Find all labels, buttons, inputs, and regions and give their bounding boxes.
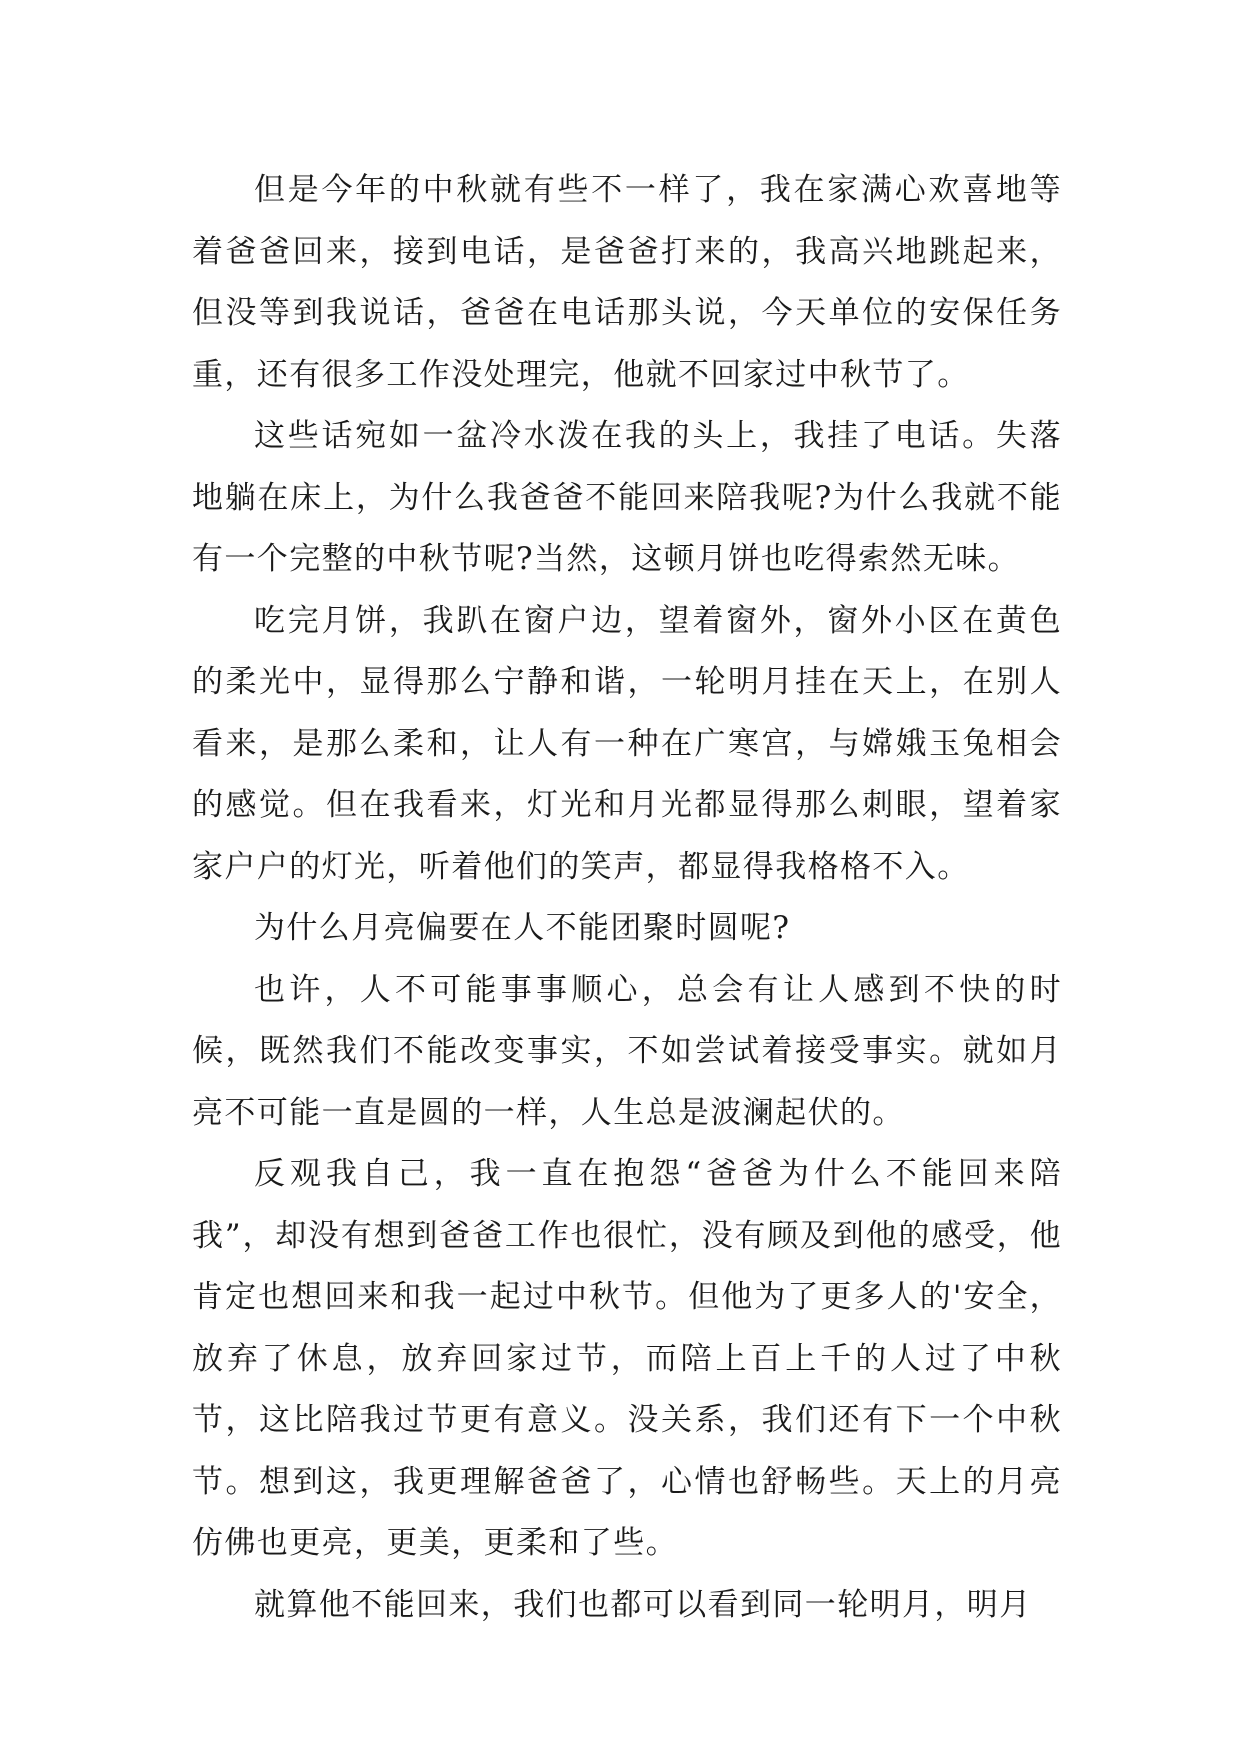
paragraph: 为什么月亮偏要在人不能团聚时圆呢?: [254, 910, 791, 946]
paragraph: 这些话宛如一盆冷水泼在我的头上，我挂了电话。失落地躺在床上，为什么我爸爸不能回来陪我呢?为什么我就不能有一个完整的中秋节呢?当然，这顿月饼也吃得索然无味。: [192, 418, 1062, 577]
paragraph: 就算他不能回来，我们也都可以看到同一轮明月，明月: [254, 1586, 1032, 1623]
paragraph: 也许，人不可能事事顺心，总会有让人感到不快的时候，既然我们不能改变事实，不如尝试着接受事实。就如月亮不可能一直是圆的一样，人生总是波澜起伏的。: [192, 971, 1062, 1131]
paragraph: 吃完月饼，我趴在窗户边，望着窗外，窗外小区在黄色的柔光中，显得那么宁静和谐，一轮明月挂在天上，在别人看来，是那么柔和，让人有一种在广寒宫，与嫦娥玉兔相会的感觉。但在我看来，灯光和月光都显得那么刺眼，望着家家户户的灯光，听着他们的笑声，都显得我格格不入。: [192, 602, 1062, 885]
paragraph: 但是今年的中秋就有些不一样了，我在家满心欢喜地等着爸爸回来，接到电话，是爸爸打来的，我高兴地跳起来，但没等到我说话，爸爸在电话那头说，今天单位的安保任务重，还有很多工作没处理完，他就不回家过中秋节了。: [192, 172, 1062, 393]
paragraph: 反观我自己，我一直在抱怨“爸爸为什么不能回来陪我”，却没有想到爸爸工作也很忙，没有顾及到他的感受，他肯定也想回来和我一起过中秋节。但他为了更多人的'安全，放弃了休息，放弃回家过节，而陪上百上千的人过了中秋节，这比陪我过节更有意义。没关系，我们还有下一个中秋节。想到这，我更理解爸爸了，心情也舒畅些。天上的月亮仿佛也更亮，更美，更柔和了些。: [192, 1156, 1062, 1561]
document-body: [192, 160, 1062, 1636]
